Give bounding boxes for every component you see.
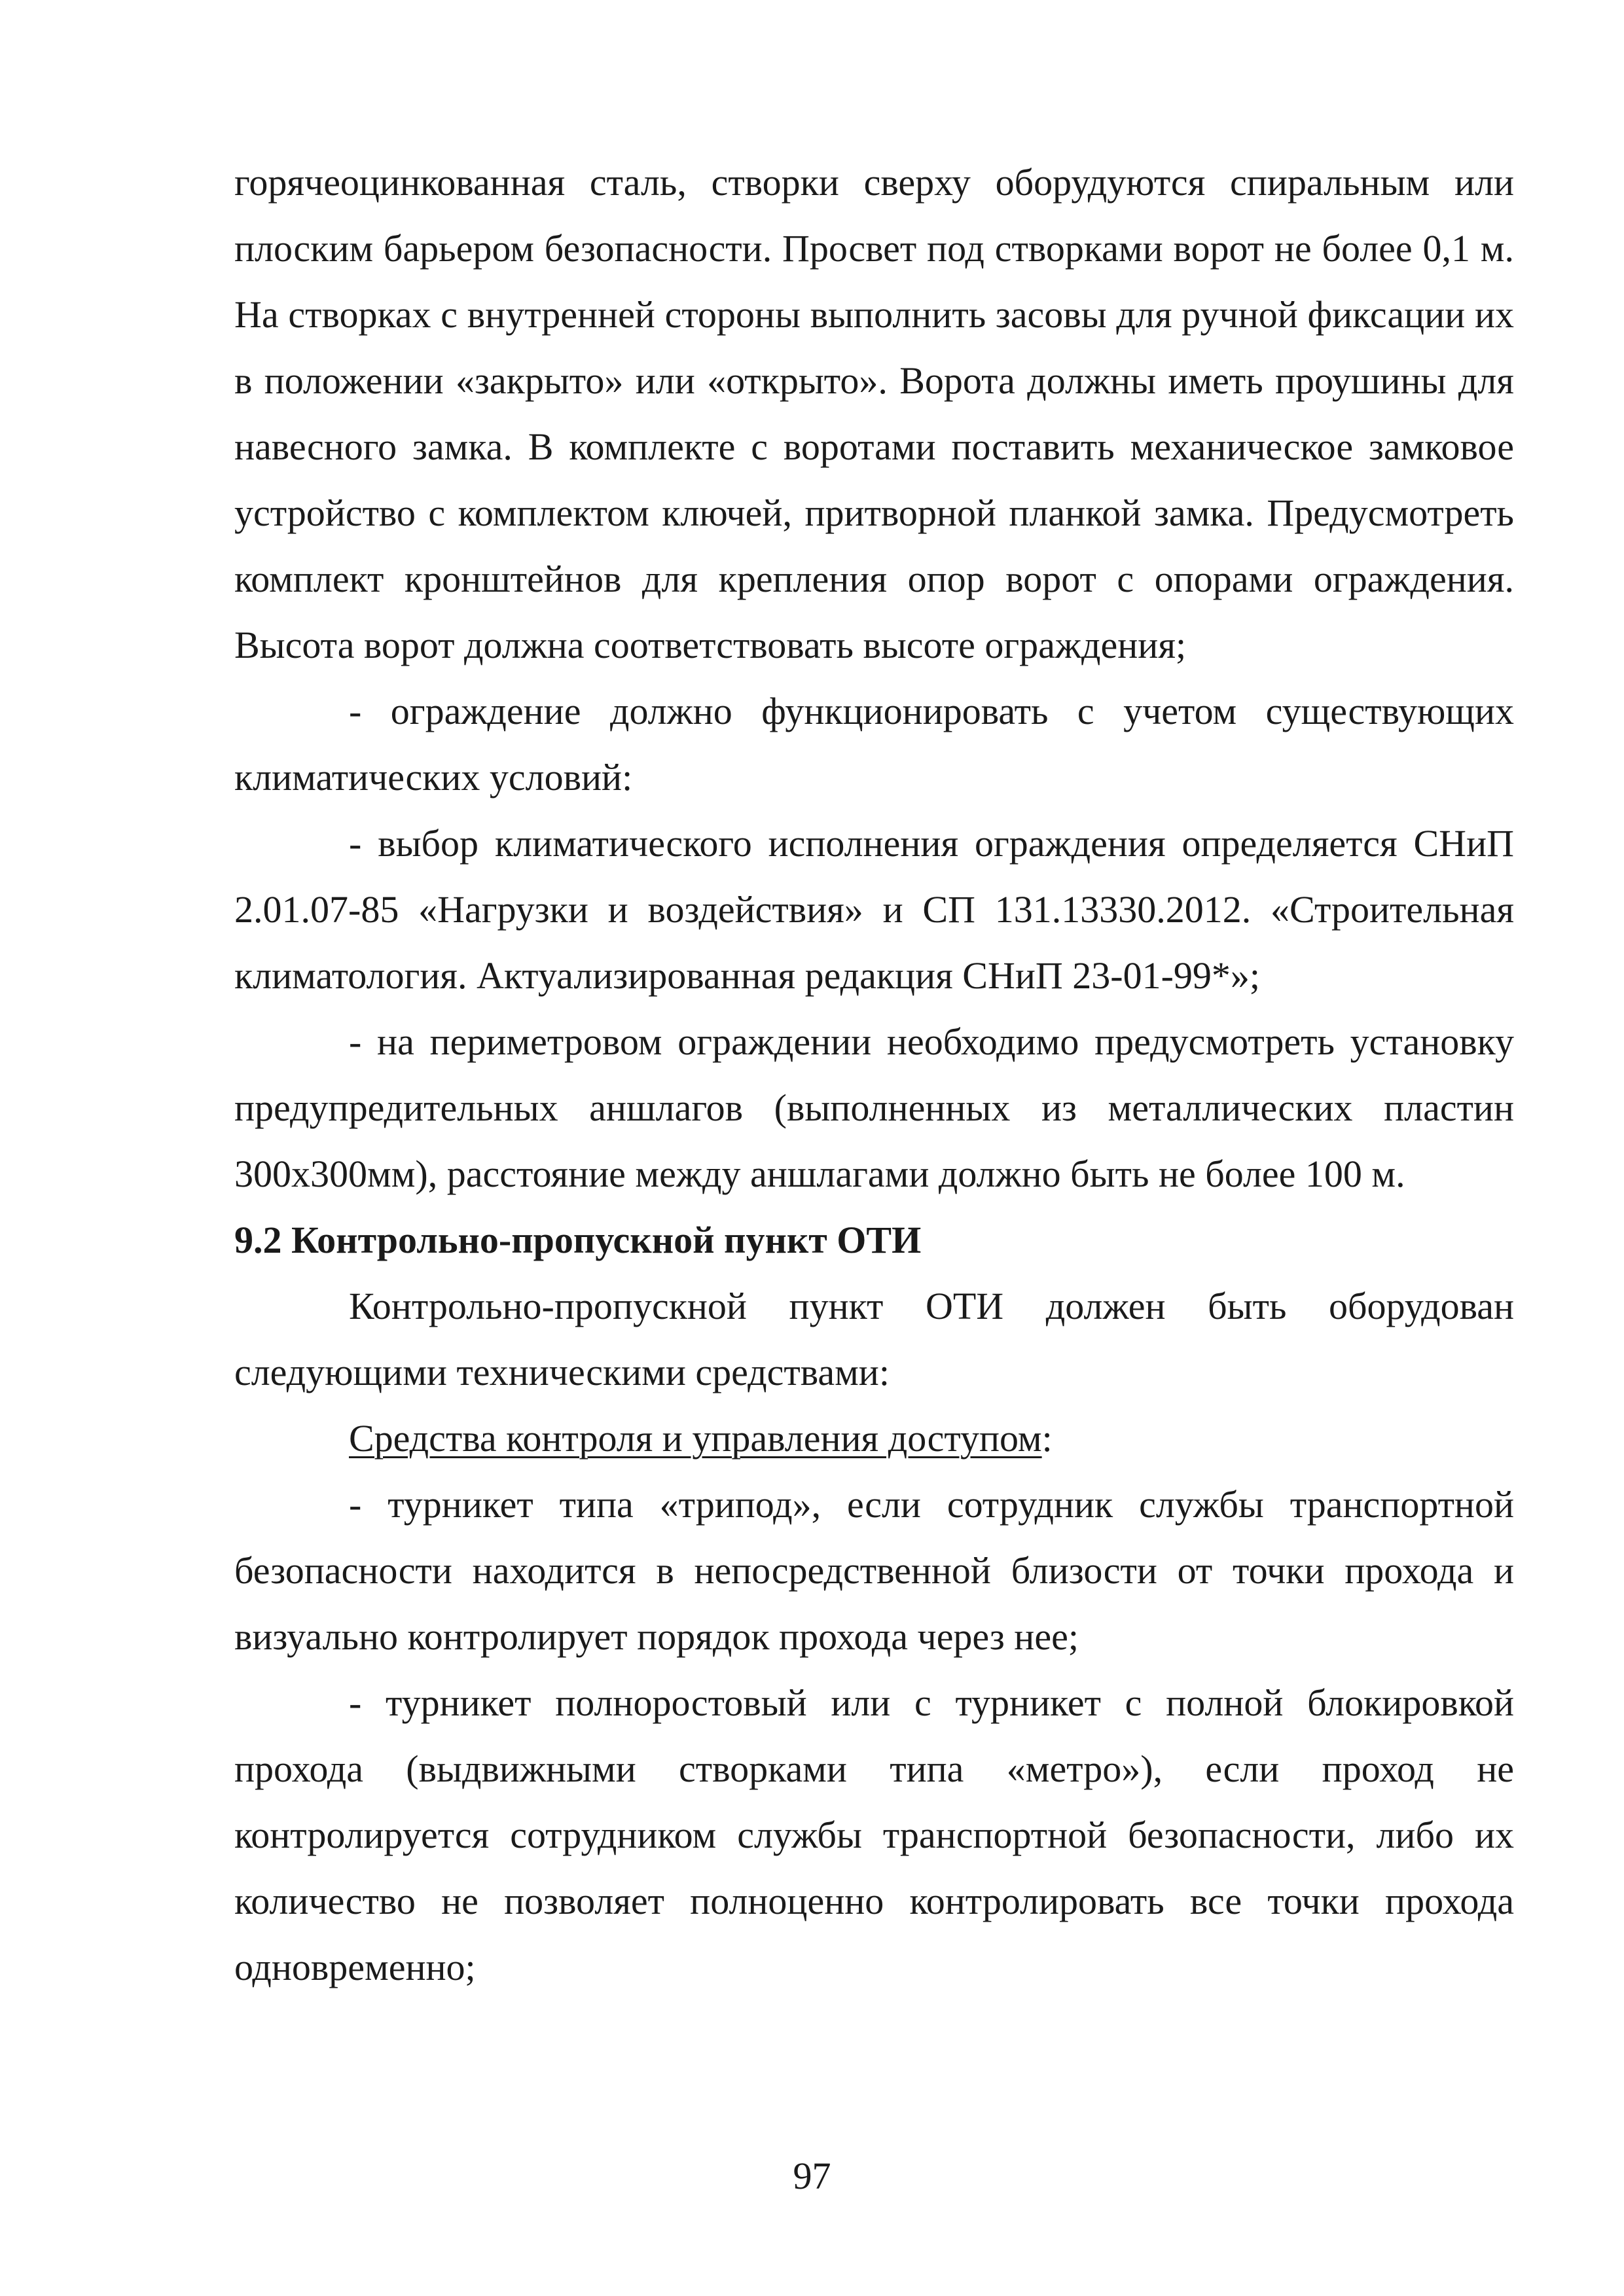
- page-number: 97: [793, 2155, 831, 2197]
- list-item-full-height-turnstile: - турникет полноростовый или с турникет с полной блокировкой прохода (выдвижными створками типа «метро»), если проход не контролируется сотрудником службы транспортной безопасности, либо их количество не позволяет полноценно контролировать все точки прохода одновременно;: [234, 1681, 1514, 1988]
- body-text: [234, 149, 1514, 2000]
- paragraph-warning-signs: - на периметровом ограждении необходимо предусмотреть установку предупредительных аншлагов (выполненных из металлических пластин 300х300мм), расстояние между аншлагами должно быть не более 100 м.: [234, 1020, 1514, 1195]
- access-control-subheading-text: Средства контроля и управления доступом: [349, 1417, 1042, 1460]
- paragraph-climate-standard: - выбор климатического исполнения ограждения определяется СНиП 2.01.07-85 «Нагрузки и воздействия» и СП 131.13330.2012. «Строительная климатология. Актуализированная редакция СНиП 23-01-99*»;: [234, 822, 1514, 997]
- section-intro: Контрольно-пропускной пункт ОТИ должен быть оборудован следующими техническими средствами:: [234, 1285, 1514, 1393]
- section-heading: 9.2 Контрольно-пропускной пункт ОТИ: [234, 1219, 922, 1261]
- subheading-colon: :: [1041, 1417, 1053, 1460]
- list-item-tripod-turnstile: - турникет типа «трипод», если сотрудник службы транспортной безопасности находится в непосредственной близости от точки прохода и визуально контролирует порядок прохода через нее;: [234, 1483, 1514, 1658]
- paragraph-climate-conditions: - ограждение должно функционировать с учетом существующих климатических условий:: [234, 690, 1514, 798]
- paragraph-gate-specs: горячеоцинкованная сталь, створки сверху оборудуются спиральным или плоским барьером безопасности. Просвет под створками ворот не более 0,1 м. На створках с внутренней стороны выполнить засовы для ручной фиксации их в положении «закрыто» или «открыто». Ворота должны иметь проушины для навесного замка. В комплекте с воротами поставить механическое замковое устройство с комплектом ключей, притворной планкой замка. Предусмотреть комплект кронштейнов для крепления опор ворот с опорами ограждения. Высота ворот должна соответствовать высоте ограждения;: [234, 161, 1514, 666]
- access-control-subheading: [234, 1405, 1514, 1471]
